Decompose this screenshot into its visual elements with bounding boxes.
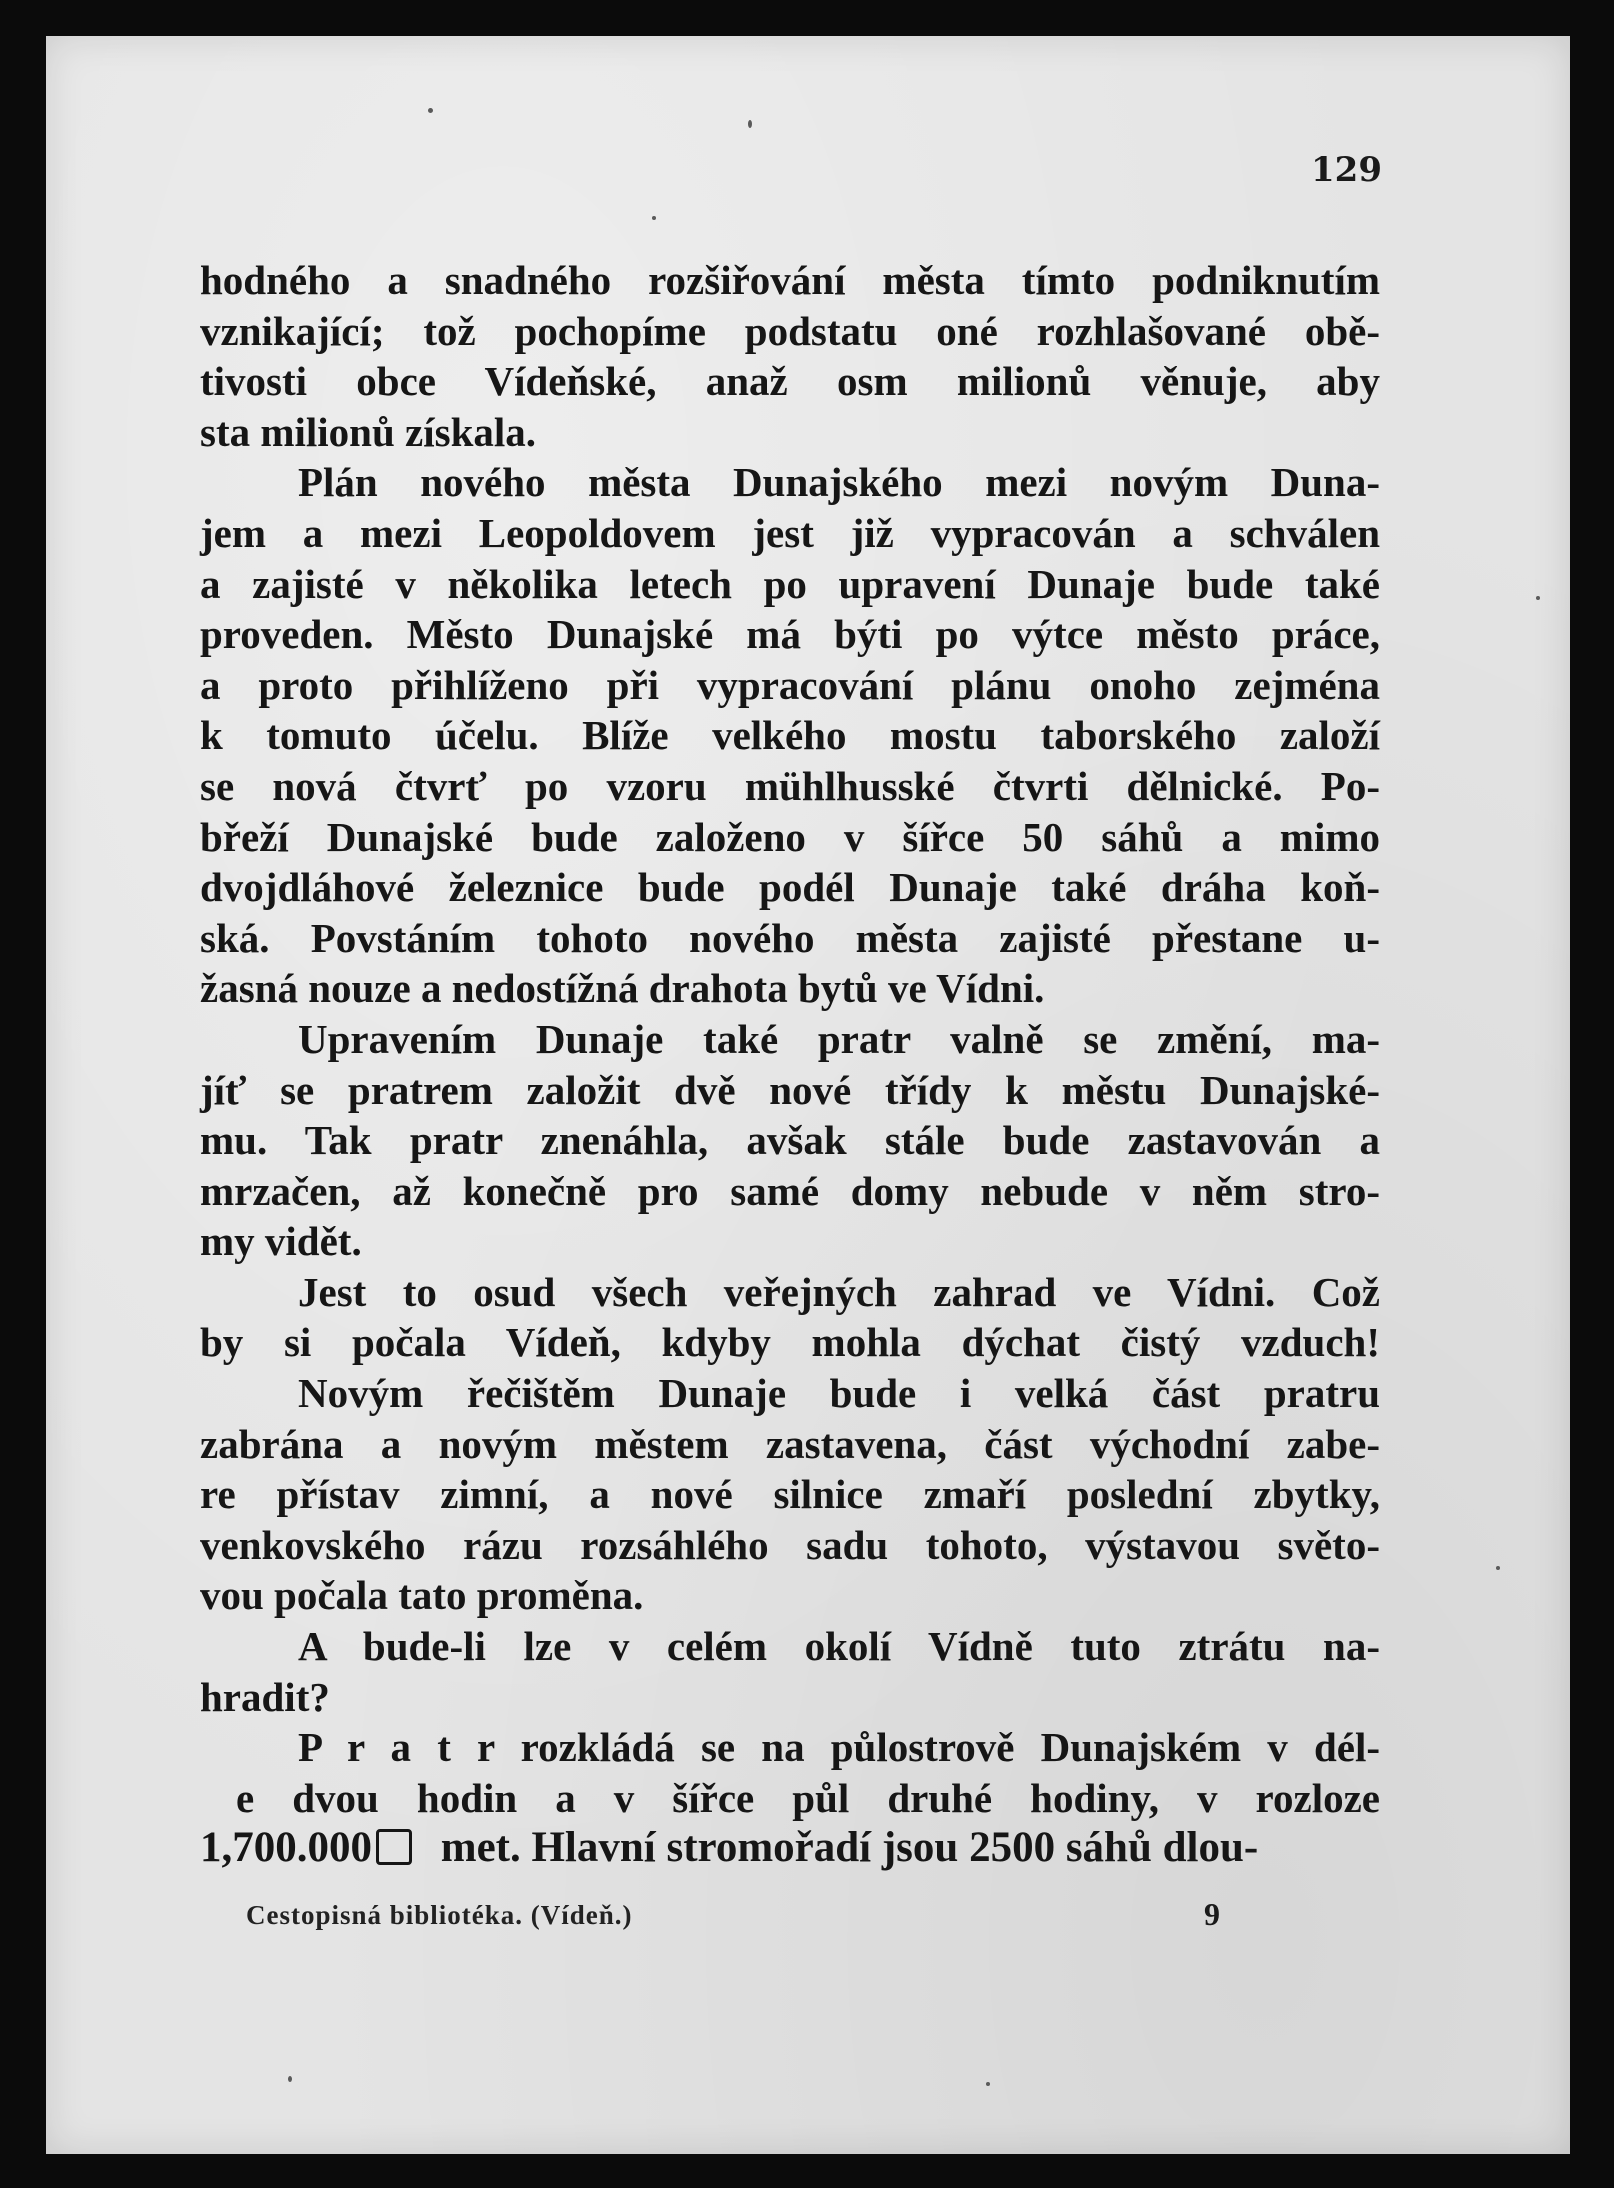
square-unit-icon <box>376 1829 412 1865</box>
signature-mark: 9 <box>1204 1896 1220 1932</box>
text-line: e dvou hodin a v šířce půl druhé hodiny, v rozloze <box>236 1774 1380 1821</box>
text-line: hradit? <box>200 1673 330 1720</box>
text-line: a proto přihlíženo při vypracování plánu onoho zejména <box>200 661 1380 708</box>
text-line: a zajisté v několika letech po upravení Dunaje bude také <box>200 560 1380 607</box>
text-line: ská. Povstáním tohoto nového města zajisté přestane u- <box>200 914 1380 961</box>
text-line: jíť se pratrem založit dvě nové třídy k městu Dunajské- <box>200 1066 1380 1113</box>
text-line: hodného a snadného rozšiřování města tímto podniknutím <box>200 257 1380 303</box>
scan-speck <box>652 216 656 220</box>
text-line: žasná nouze a nedostížná drahota bytů ve Vídni. <box>200 965 1045 1012</box>
scan-speck <box>986 2082 990 2086</box>
text-line: zabrána a novým městem zastavena, část východní zabe- <box>200 1420 1380 1467</box>
text-line: sta milionů získala. <box>200 408 537 455</box>
text-line-area <box>200 1823 1380 1874</box>
text-line: by si počala Vídeň, kdyby mohla dýchat čistý vzduch! <box>200 1319 1380 1366</box>
body-text <box>200 255 1380 1874</box>
area-unit-text: met. Hlavní stromořadí jsou 2500 sáhů dlou- <box>440 1824 1259 1872</box>
text-line: proveden. Město Dunajské má býti po výtce město práce, <box>200 611 1380 658</box>
text-line: re přístav zimní, a nové silnice zmaří poslední zbytky, <box>200 1471 1380 1518</box>
scan-speck <box>1536 596 1540 600</box>
scan-speck <box>748 120 752 128</box>
text-line: mrzačen, až konečně pro samé domy nebude v něm stro- <box>200 1167 1380 1214</box>
text-line: Upravením Dunaje také pratr valně se změní, ma- <box>298 1015 1380 1062</box>
text-line: vznikající; tož pochopíme podstatu oné rozhlašované obě- <box>200 307 1380 354</box>
text-line: venkovského rázu rozsáhlého sadu tohoto, výstavou světo- <box>200 1521 1380 1568</box>
text-line: Plán nového města Dunajského mezi novým Duna- <box>298 459 1380 506</box>
running-footer-title: Cestopisná bibliotéka. (Vídeň.) <box>246 1900 633 1930</box>
text-line: Novým řečištěm Dunaje bude i velká část pratru <box>298 1370 1380 1417</box>
text-line: vou počala tato proměna. <box>200 1572 644 1619</box>
scan-speck <box>428 108 433 113</box>
scan-speck <box>1496 1566 1500 1570</box>
text-line: Jest to osud všech veřejných zahrad ve Vídni. Což <box>298 1268 1380 1315</box>
text-line: břeží Dunajské bude založeno v šířce 50 sáhů a mimo <box>200 813 1380 860</box>
text-line: k tomuto účelu. Blíže velkého mostu taborského založí <box>200 712 1380 759</box>
text-line: dvojdláhové železnice bude podél Dunaje také dráha koň- <box>200 864 1380 911</box>
text-line: se nová čtvrť po vzoru mühlhusské čtvrti dělnické. Po- <box>200 762 1380 809</box>
text-line: my vidět. <box>200 1218 362 1265</box>
text-line: mu. Tak pratr znenáhla, avšak stále bude zastavován a <box>200 1117 1380 1164</box>
text-line: P r a t r rozkládá se na půlostrově Dunajském v dél- <box>298 1724 1380 1771</box>
text-line: A bude-li lze v celém okolí Vídně tuto ztrátu na- <box>298 1623 1380 1670</box>
scan-speck <box>288 2076 292 2082</box>
text-line: jem a mezi Leopoldovem jest již vypracován a schválen <box>200 509 1380 556</box>
text-line: tivosti obce Vídeňské, anaž osm milionů věnuje, aby <box>200 358 1380 405</box>
area-value: 1,700.000 <box>200 1824 372 1872</box>
page-number: 129 <box>1311 150 1382 190</box>
